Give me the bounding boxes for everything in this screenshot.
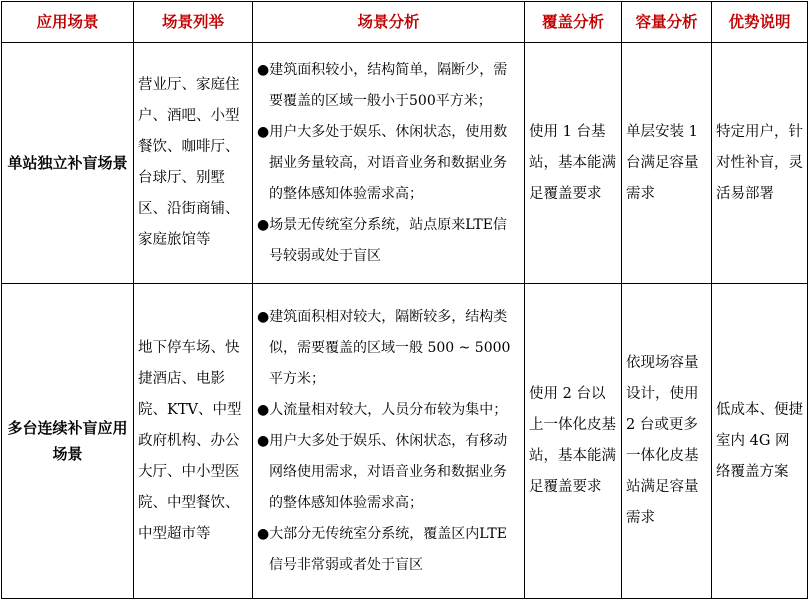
analysis-item: ●大部分无传统室分系统，覆盖区内LTE信号非常弱或者处于盲区 bbox=[257, 525, 507, 573]
examples-cell: 地下停车场、快捷酒店、电影院、KTV、中型政府机构、办公大厅、中小型医院、中型餐饮、中型超市等 bbox=[134, 284, 253, 599]
capacity-cell: 单层安装 1 台满足容量需求 bbox=[622, 43, 712, 284]
header-row bbox=[2, 2, 808, 43]
analysis-item: ●建筑面积较小，结构简单，隔断少，需要覆盖的区域一般小于500平方米； bbox=[257, 61, 508, 109]
analysis-cell bbox=[253, 284, 525, 599]
capacity-cell: 依现场容量设计，使用 2 台或更多一体化皮基站满足容量需求 bbox=[622, 284, 712, 599]
table-row bbox=[2, 284, 808, 599]
analysis-item: ●建筑面积相对较大，隔断较多，结构类似，需要覆盖的区域一般 500 ~ 5000平方米； bbox=[257, 308, 511, 387]
analysis-item: ●场景无传统室分系统，站点原来LTE信号较弱或处于盲区 bbox=[257, 216, 507, 264]
analysis-cell bbox=[253, 43, 525, 284]
header-advantage: 优势说明 bbox=[712, 2, 808, 43]
header-capacity: 容量分析 bbox=[622, 2, 712, 43]
examples-cell: 营业厅、家庭住户、酒吧、小型餐饮、咖啡厅、台球厅、别墅区、沿街商铺、家庭旅馆等 bbox=[134, 43, 253, 284]
header-analysis: 场景分析 bbox=[253, 2, 525, 43]
header-examples: 场景列举 bbox=[134, 2, 253, 43]
coverage-cell: 使用 2 台以上一体化皮基站，基本能满足覆盖要求 bbox=[525, 284, 622, 599]
advantage-cell: 特定用户，针对性补盲，灵活易部署 bbox=[712, 43, 808, 284]
analysis-item: ●人流量相对较大，人员分布较为集中； bbox=[257, 401, 508, 418]
analysis-item: ●用户大多处于娱乐、休闲状态，使用数据业务量较高，对语音业务和数据业务的整体感知体验需求高； bbox=[257, 123, 508, 202]
scenario-table bbox=[1, 1, 808, 599]
scene-cell: 单站独立补盲场景 bbox=[2, 43, 134, 284]
table-row bbox=[2, 43, 808, 284]
coverage-cell: 使用 1 台基站，基本能满足覆盖要求 bbox=[525, 43, 622, 284]
header-scene: 应用场景 bbox=[2, 2, 134, 43]
analysis-item: ●用户大多处于娱乐、休闲状态，有移动网络使用需求，对语音业务和数据业务的整体感知体验需求高； bbox=[257, 432, 508, 511]
scene-cell: 多台连续补盲应用场景 bbox=[2, 284, 134, 599]
advantage-cell: 低成本、便捷室内 4G 网络覆盖方案 bbox=[712, 284, 808, 599]
header-coverage: 覆盖分析 bbox=[525, 2, 622, 43]
